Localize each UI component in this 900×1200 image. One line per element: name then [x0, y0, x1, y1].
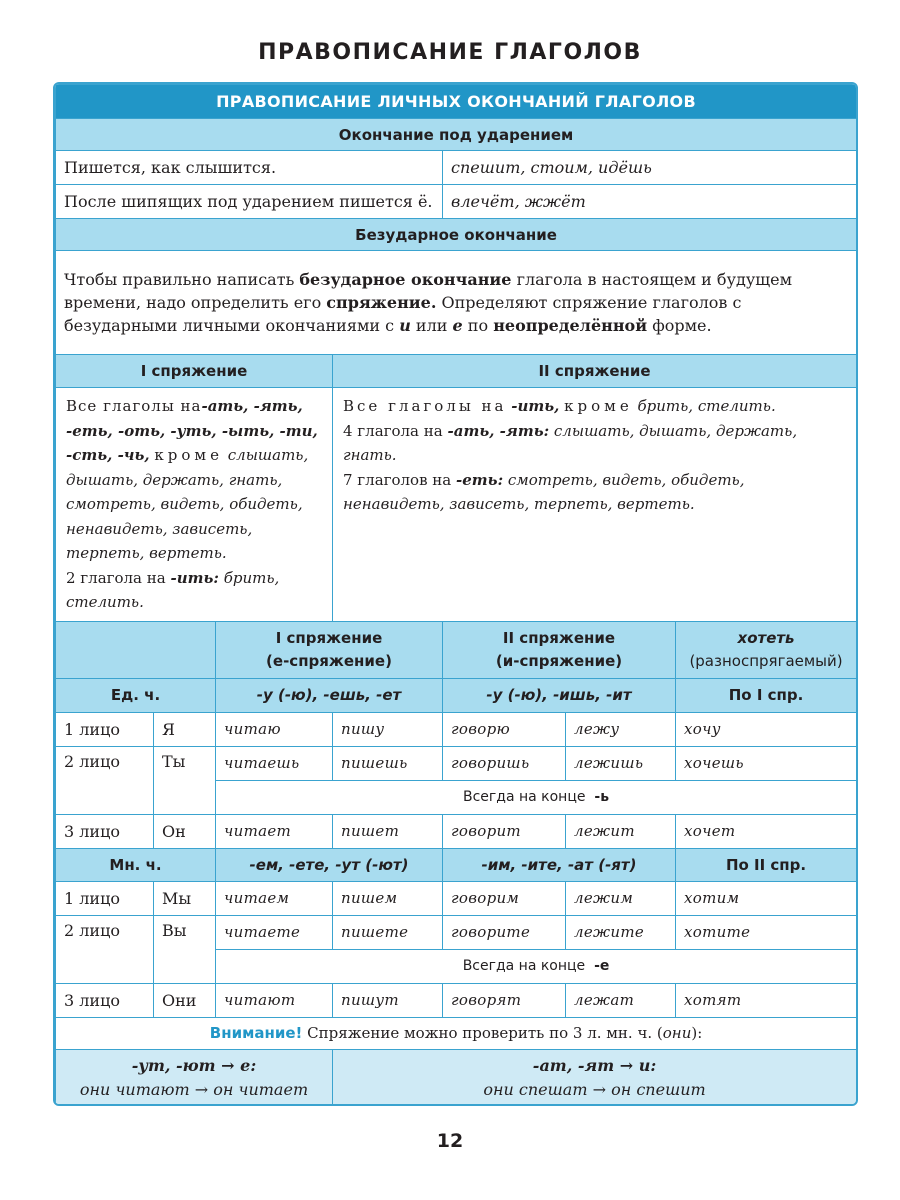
verb-endings-table [55, 84, 857, 1106]
singular-endings-conj-2: -у (-ю), -ишь, -ит [443, 678, 676, 712]
verb-form: хотим [676, 881, 857, 915]
person-label: 3 лицо [56, 983, 154, 1017]
person-label: 1 лицо [56, 712, 154, 746]
verb-form: говорят [443, 983, 566, 1017]
verb-form: пишешь [333, 746, 443, 780]
verb-form: хотят [676, 983, 857, 1017]
pronoun: Вы [154, 915, 216, 983]
verb-form: лежу [566, 712, 676, 746]
verb-form: пишу [333, 712, 443, 746]
verb-form: пишут [333, 983, 443, 1017]
verb-form: лежит [566, 814, 676, 848]
verb-form: говоришь [443, 746, 566, 780]
verb-form: хочет [676, 814, 857, 848]
pronoun: Мы [154, 881, 216, 915]
verb-form: хочу [676, 712, 857, 746]
verb-form: лежат [566, 983, 676, 1017]
pronoun: Ты [154, 746, 216, 814]
page-title: ПРАВОПИСАНИЕ ГЛАГОЛОВ [258, 40, 642, 65]
col-head-conj-2: II спряжение (и-спряжение) [443, 621, 676, 678]
verb-form: лежишь [566, 746, 676, 780]
table-corner [56, 621, 216, 678]
rules-table-frame [53, 82, 858, 1106]
check-rule-conj-2: -ат, -ят → и: они спешат → он спешит [333, 1049, 857, 1106]
conjugation-1-rule: Все глаголы на-ать, -ять, -еть, -оть, -уть, -ыть, -ти, -сть, -чь, кроме слышать, дышать, держать, гнать, смотреть, видеть, обидеть, ненавидеть, зависеть, терпеть, вертеть. 2 глагола на -ить: брить, стелить. [56, 388, 333, 622]
stressed-example-2: влечёт, жжёт [443, 185, 857, 219]
verb-form: пишем [333, 881, 443, 915]
verb-form: пишет [333, 814, 443, 848]
singular-label: Ед. ч. [56, 678, 216, 712]
verb-form: говорю [443, 712, 566, 746]
verb-form: читают [216, 983, 333, 1017]
pronoun: Он [154, 814, 216, 848]
verb-form: читаем [216, 881, 333, 915]
verb-form: читаю [216, 712, 333, 746]
verb-form: хотите [676, 915, 857, 949]
page-number: 12 [436, 1130, 464, 1152]
unstressed-ending-heading: Безударное окончание [56, 219, 857, 251]
verb-form: читаете [216, 915, 333, 949]
verb-form: говорит [443, 814, 566, 848]
verb-form: читает [216, 814, 333, 848]
conjugation-2-rule: Все глаголы на -ить, кроме брить, стелить. 4 глагола на -ать, -ять: слышать, дышать, держать, гнать. 7 глаголов на -еть: смотреть, видеть, обидеть, ненавидеть, зависеть, терпеть, вертеть. [333, 388, 857, 622]
pronoun: Они [154, 983, 216, 1017]
verb-form: читаешь [216, 746, 333, 780]
plural-label: Мн. ч. [56, 848, 216, 881]
verb-form: хочешь [676, 746, 857, 780]
plural-endings-conj-1: -ем, -ете, -ут (-ют) [216, 848, 443, 881]
verb-form: пишете [333, 915, 443, 949]
plural-endings-hotet: По II спр. [676, 848, 857, 881]
check-rule-conj-1: -ут, -ют → е: они читают → он читает [56, 1049, 333, 1106]
col-head-conj-1: I спряжение (е-спряжение) [216, 621, 443, 678]
always-soft-sign-note: Всегда на конце -ь [216, 780, 857, 814]
conjugation-2-heading: II спряжение [333, 355, 857, 388]
pronoun: Я [154, 712, 216, 746]
section-banner: ПРАВОПИСАНИЕ ЛИЧНЫХ ОКОНЧАНИЙ ГЛАГОЛОВ [56, 85, 857, 119]
stressed-rule-2: После шипящих под ударением пишется ё. [56, 185, 443, 219]
col-head-hotet: хотеть (разноспрягаемый) [676, 621, 857, 678]
stressed-rule-1: Пишется, как слышится. [56, 151, 443, 185]
conjugation-1-heading: I спряжение [56, 355, 333, 388]
verb-form: говорим [443, 881, 566, 915]
unstressed-explanation: Чтобы правильно написать безударное окончание глагола в настоящем и будущем времени, надо определить его спряжение. Определяют спряжение глаголов с безударными личными окончаниями с и или е по неопределённой форме. [56, 251, 857, 355]
verb-form: лежите [566, 915, 676, 949]
always-e-ending-note: Всегда на конце -е [216, 949, 857, 983]
singular-endings-conj-1: -у (-ю), -ешь, -ет [216, 678, 443, 712]
stressed-ending-heading: Окончание под ударением [56, 119, 857, 151]
verb-form: лежим [566, 881, 676, 915]
attention-note: Внимание! Спряжение можно проверить по 3 л. мн. ч. (они): [56, 1017, 857, 1049]
singular-endings-hotet: По I спр. [676, 678, 857, 712]
person-label: 1 лицо [56, 881, 154, 915]
plural-endings-conj-2: -им, -ите, -ат (-ят) [443, 848, 676, 881]
person-label: 3 лицо [56, 814, 154, 848]
person-label: 2 лицо [56, 746, 154, 814]
stressed-example-1: спешит, стоим, идёшь [443, 151, 857, 185]
person-label: 2 лицо [56, 915, 154, 983]
verb-form: говорите [443, 915, 566, 949]
